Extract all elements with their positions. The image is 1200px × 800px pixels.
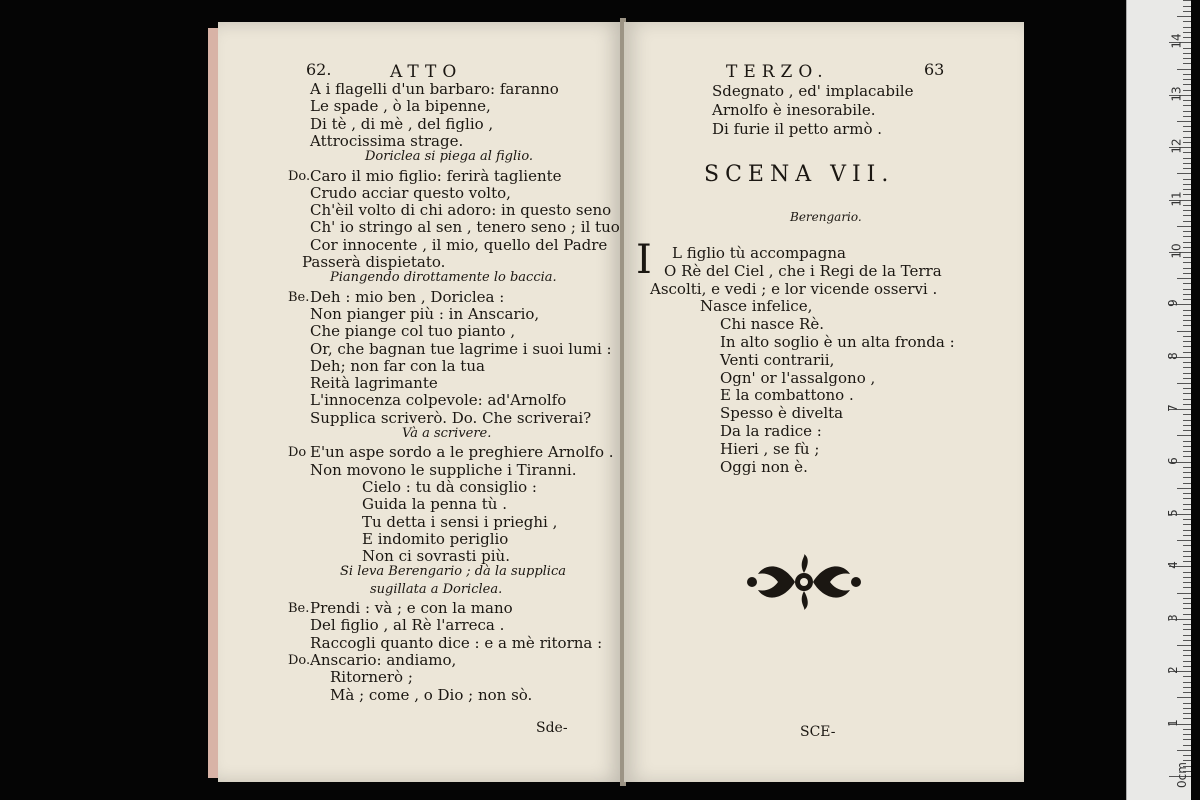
ruler-tick bbox=[1183, 48, 1191, 49]
ruler-tick bbox=[1177, 278, 1191, 279]
verse-line: Che piange col tuo pianto , bbox=[310, 322, 516, 341]
stage-direction: Piangendo dirottamente lo baccia. bbox=[330, 270, 557, 286]
ruler-tick bbox=[1183, 755, 1191, 756]
ruler-tick bbox=[1183, 498, 1191, 499]
ruler-tick bbox=[1183, 126, 1191, 127]
ruler-label: 3 bbox=[1165, 613, 1180, 622]
fleuron-ornament-icon bbox=[744, 554, 864, 610]
ruler-tick bbox=[1183, 79, 1191, 80]
ruler-tick bbox=[1183, 273, 1191, 274]
catchword: SCE- bbox=[800, 724, 836, 740]
verse-line: Cor innocente , il mio, quello del Padre bbox=[310, 235, 608, 254]
ruler-tick bbox=[1183, 676, 1191, 677]
ruler-tick bbox=[1183, 367, 1191, 368]
ruler-tick bbox=[1177, 173, 1191, 174]
ruler-tick bbox=[1183, 524, 1191, 525]
verse-line: Or, che bagnan tue lagrime i suoi lumi : bbox=[310, 339, 612, 358]
ruler-tick bbox=[1177, 121, 1191, 122]
ruler-tick bbox=[1183, 483, 1191, 484]
verse-line: Mà ; come , o Dio ; non sò. bbox=[330, 685, 533, 704]
speaker-label: Be. bbox=[288, 289, 310, 305]
verse-line: Cielo : tu dà consiglio : bbox=[362, 477, 537, 496]
ruler-tick bbox=[1183, 268, 1191, 269]
ruler-tick bbox=[1183, 236, 1191, 237]
ruler-tick bbox=[1177, 226, 1191, 227]
ruler-tick bbox=[1183, 425, 1191, 426]
catchword: Sde- bbox=[536, 720, 568, 736]
stage-direction: Doriclea si piega al figlio. bbox=[365, 149, 534, 165]
verse-line: Supplica scriverò. Do. Che scriverai? bbox=[310, 408, 592, 427]
verse-line: Deh; non far con la tua bbox=[310, 356, 485, 375]
verse-line: Le spade , ò la bipenne, bbox=[310, 97, 491, 116]
ruler-label: 12 bbox=[1169, 138, 1184, 154]
verse-line: Sdegnato , ed' implacabile bbox=[712, 82, 914, 100]
verse-line: Di furie il petto armò . bbox=[712, 120, 883, 138]
verse-line: Deh : mio ben , Doriclea : bbox=[310, 287, 505, 306]
ruler-tick bbox=[1183, 729, 1191, 730]
ruler-tick bbox=[1183, 640, 1191, 641]
ruler-tick bbox=[1177, 593, 1191, 594]
verse-line: Ogn' or l'assalgono , bbox=[720, 368, 876, 387]
ruler-tick bbox=[1177, 488, 1191, 489]
ruler-tick bbox=[1183, 477, 1191, 478]
ruler-tick bbox=[1183, 105, 1191, 106]
ruler-tick bbox=[1183, 582, 1191, 583]
verse-line: E la combattono . bbox=[720, 386, 854, 405]
ruler-tick bbox=[1183, 587, 1191, 588]
ruler-tick bbox=[1183, 215, 1191, 216]
ruler-tick bbox=[1183, 420, 1191, 421]
ruler-tick bbox=[1183, 718, 1191, 719]
ruler-tick bbox=[1183, 158, 1191, 159]
ruler-tick bbox=[1183, 27, 1191, 28]
ruler-tick bbox=[1183, 352, 1191, 353]
ruler-tick bbox=[1183, 655, 1191, 656]
verse-line: Guida la penna tù . bbox=[362, 495, 507, 514]
verse-line: Tu detta i sensi i prieghi , bbox=[362, 512, 558, 531]
ruler-label: 2 bbox=[1165, 666, 1180, 675]
ruler-tick bbox=[1177, 645, 1191, 646]
ruler-tick bbox=[1183, 184, 1191, 185]
ruler-tick bbox=[1183, 325, 1191, 326]
drop-cap: I bbox=[636, 237, 652, 283]
ruler-tick bbox=[1183, 189, 1191, 190]
ruler-tick bbox=[1183, 289, 1191, 290]
ruler-label: 0cm bbox=[1174, 762, 1189, 788]
ruler-tick bbox=[1183, 378, 1191, 379]
ruler-tick bbox=[1183, 299, 1191, 300]
verse-line: Non ci sovrasti più. bbox=[362, 547, 510, 566]
verse-line: Ch' io stringo al sen , tenero seno ; il tuo bbox=[310, 218, 620, 237]
ruler-tick bbox=[1183, 745, 1191, 746]
ruler-tick bbox=[1183, 210, 1191, 211]
ruler-tick bbox=[1183, 703, 1191, 704]
verse-line: Ascolti, e vedi ; e lor vicende osservi . bbox=[650, 279, 938, 298]
ruler-label: 13 bbox=[1169, 86, 1184, 102]
ruler-tick bbox=[1183, 399, 1191, 400]
ruler-tick bbox=[1183, 624, 1191, 625]
ruler-tick bbox=[1183, 341, 1191, 342]
ruler-tick bbox=[1183, 32, 1191, 33]
ruler-tick bbox=[1183, 603, 1191, 604]
speaker-label: Do. bbox=[288, 168, 311, 184]
ruler-tick bbox=[1183, 572, 1191, 573]
verse-line: Arnolfo è inesorabile. bbox=[712, 101, 876, 119]
ruler-tick bbox=[1183, 629, 1191, 630]
ruler-tick bbox=[1177, 69, 1191, 70]
ruler-tick bbox=[1183, 168, 1191, 169]
ruler-tick bbox=[1183, 315, 1191, 316]
ruler-tick bbox=[1183, 472, 1191, 473]
ruler-tick bbox=[1183, 362, 1191, 363]
verse-line: Spesso è divelta bbox=[720, 404, 844, 423]
scene-title: SCENA VII. bbox=[704, 162, 895, 187]
ruler-tick bbox=[1183, 393, 1191, 394]
ruler-tick bbox=[1177, 435, 1191, 436]
ruler-tick bbox=[1183, 194, 1191, 195]
verse-line: Reità lagrimante bbox=[310, 374, 438, 393]
stage-direction: sugillata a Doriclea. bbox=[370, 581, 503, 597]
ruler-tick bbox=[1183, 163, 1191, 164]
ruler-label: 6 bbox=[1165, 456, 1180, 465]
ruler-tick bbox=[1183, 336, 1191, 337]
ruler-label: 8 bbox=[1165, 351, 1180, 360]
speaker-label: Do. bbox=[288, 652, 311, 668]
verse-line: L figlio tù accompagna bbox=[672, 244, 846, 262]
ruler-tick bbox=[1183, 446, 1191, 447]
ruler-tick bbox=[1183, 504, 1191, 505]
ruler-tick bbox=[1183, 682, 1191, 683]
ruler-tick bbox=[1183, 430, 1191, 431]
open-book bbox=[208, 18, 1030, 786]
ruler-tick bbox=[1183, 451, 1191, 452]
ruler-tick bbox=[1183, 111, 1191, 112]
verse-line: O Rè del Ciel , che i Regi de la Terra bbox=[664, 261, 942, 280]
ruler-tick bbox=[1183, 11, 1191, 12]
ruler-tick bbox=[1183, 131, 1191, 132]
character-name: Berengario. bbox=[790, 210, 862, 224]
ruler-tick bbox=[1183, 530, 1191, 531]
ruler-tick bbox=[1183, 262, 1191, 263]
verse-line: E indomito periglio bbox=[362, 529, 509, 548]
verse-line: Ch'èil volto di chi adoro: in questo seno bbox=[310, 201, 612, 220]
ruler-tick bbox=[1183, 734, 1191, 735]
ruler-tick bbox=[1183, 635, 1191, 636]
verse-line: Non pianger più : in Anscario, bbox=[310, 304, 540, 323]
ruler-label: 5 bbox=[1165, 509, 1180, 517]
ruler-tick bbox=[1183, 598, 1191, 599]
ruler-tick bbox=[1183, 388, 1191, 389]
ruler-tick bbox=[1183, 467, 1191, 468]
ruler-tick bbox=[1183, 142, 1191, 143]
verse-line: A i flagelli d'un barbaro: faranno bbox=[310, 80, 559, 98]
ruler-label: 9 bbox=[1165, 299, 1180, 308]
ruler-tick bbox=[1183, 257, 1191, 258]
ruler-tick bbox=[1183, 739, 1191, 740]
ruler-tick bbox=[1183, 137, 1191, 138]
ruler-tick bbox=[1183, 692, 1191, 693]
ruler-label: 14 bbox=[1169, 33, 1184, 50]
ruler-tick bbox=[1177, 697, 1191, 698]
ruler-tick bbox=[1183, 493, 1191, 494]
ruler-tick bbox=[1183, 37, 1191, 38]
ruler-tick bbox=[1183, 614, 1191, 615]
ruler-tick bbox=[1183, 519, 1191, 520]
ruler-tick bbox=[1183, 346, 1191, 347]
verse-line: Raccogli quanto dice : e a mè ritorna : bbox=[310, 633, 603, 652]
verse-line: Nasce infelice, bbox=[700, 297, 813, 316]
page-number: 63 bbox=[924, 60, 945, 79]
ruler-tick bbox=[1183, 551, 1191, 552]
ruler-tick bbox=[1183, 63, 1191, 64]
ruler-tick bbox=[1183, 373, 1191, 374]
measuring-ruler bbox=[1126, 0, 1191, 800]
ruler-tick bbox=[1183, 283, 1191, 284]
verse-line: Venti contrarii, bbox=[720, 350, 835, 369]
ruler-tick bbox=[1183, 221, 1191, 222]
verse-line: Non movono le suppliche i Tiranni. bbox=[310, 460, 577, 479]
ruler-tick bbox=[1183, 441, 1191, 442]
verse-line: Attrocissima strage. bbox=[310, 131, 464, 150]
ruler-tick bbox=[1183, 90, 1191, 91]
ruler-tick bbox=[1183, 509, 1191, 510]
verse-line: Crudo acciar questo volto, bbox=[310, 183, 511, 202]
ruler-tick bbox=[1177, 331, 1191, 332]
ruler-tick bbox=[1183, 179, 1191, 180]
ruler-tick bbox=[1183, 310, 1191, 311]
ruler-tick bbox=[1183, 6, 1191, 7]
ruler-tick bbox=[1183, 608, 1191, 609]
ruler-tick bbox=[1183, 561, 1191, 562]
ruler-tick bbox=[1183, 100, 1191, 101]
verse-line: Ritornerò ; bbox=[330, 668, 413, 687]
ruler-tick bbox=[1183, 231, 1191, 232]
ruler-tick bbox=[1183, 21, 1191, 22]
ruler-tick bbox=[1183, 0, 1191, 1]
ruler-tick bbox=[1183, 242, 1191, 243]
ruler-tick bbox=[1183, 116, 1191, 117]
ruler-tick bbox=[1183, 53, 1191, 54]
ruler-tick bbox=[1183, 650, 1191, 651]
ruler-tick bbox=[1183, 84, 1191, 85]
ruler-tick bbox=[1183, 456, 1191, 457]
stage-direction: Và a scrivere. bbox=[402, 426, 492, 441]
speaker-label: Be. bbox=[288, 601, 310, 616]
verse-line: L'innocenza colpevole: ad'Arnolfo bbox=[310, 391, 567, 410]
ruler-tick bbox=[1183, 404, 1191, 405]
verse-line: Oggi non è. bbox=[720, 457, 808, 476]
ruler-tick bbox=[1183, 577, 1191, 578]
verse-line: E'un aspe sordo a le preghiere Arnolfo . bbox=[310, 443, 614, 462]
ruler-tick bbox=[1183, 414, 1191, 415]
verse-line: Prendi : và ; e con la mano bbox=[310, 599, 513, 617]
ruler-label: 4 bbox=[1165, 561, 1180, 570]
right-page bbox=[624, 22, 1024, 782]
ruler-tick bbox=[1183, 661, 1191, 662]
ruler-tick bbox=[1177, 540, 1191, 541]
verse-line: Anscario: andiamo, bbox=[310, 650, 457, 669]
ruler-tick bbox=[1183, 708, 1191, 709]
ruler-tick bbox=[1183, 666, 1191, 667]
ruler-tick bbox=[1183, 205, 1191, 206]
running-header: ATTO bbox=[390, 62, 463, 82]
ruler-tick bbox=[1177, 750, 1191, 751]
verse-line: Del figlio , al Rè l'arreca . bbox=[310, 616, 505, 635]
ruler-tick bbox=[1177, 16, 1191, 17]
verse-line: In alto soglio è un alta fronda : bbox=[720, 333, 955, 351]
ruler-tick bbox=[1177, 383, 1191, 384]
page-number: 62. bbox=[306, 60, 332, 79]
stage-direction: Si leva Berengario ; dà la supplica bbox=[340, 564, 566, 580]
left-page bbox=[218, 22, 623, 782]
verse-line: Chi nasce Rè. bbox=[720, 315, 824, 334]
ruler-tick bbox=[1183, 713, 1191, 714]
ruler-tick bbox=[1183, 247, 1191, 248]
speaker-label: Do bbox=[288, 445, 307, 461]
ruler-tick bbox=[1183, 545, 1191, 546]
ruler-tick bbox=[1183, 535, 1191, 536]
ruler-tick bbox=[1183, 294, 1191, 295]
verse-line: Passerà dispietato. bbox=[302, 253, 446, 271]
verse-line: Caro il mio figlio: ferirà tagliente bbox=[310, 166, 562, 185]
verse-line: Di tè , di mè , del figlio , bbox=[310, 114, 494, 133]
ruler-tick bbox=[1183, 74, 1191, 75]
ruler-tick bbox=[1183, 58, 1191, 59]
ruler-tick bbox=[1183, 556, 1191, 557]
ruler-tick bbox=[1183, 152, 1191, 153]
ruler-tick bbox=[1183, 320, 1191, 321]
verse-line: Da la radice : bbox=[720, 422, 822, 440]
ruler-tick bbox=[1183, 687, 1191, 688]
ruler-label: 10 bbox=[1169, 243, 1184, 259]
ruler-label: 1 bbox=[1165, 718, 1180, 727]
running-header: TERZO. bbox=[726, 62, 829, 82]
verse-line: Hieri , se fù ; bbox=[720, 439, 820, 458]
ruler-label: 7 bbox=[1165, 404, 1180, 413]
ruler-label: 11 bbox=[1169, 190, 1184, 207]
